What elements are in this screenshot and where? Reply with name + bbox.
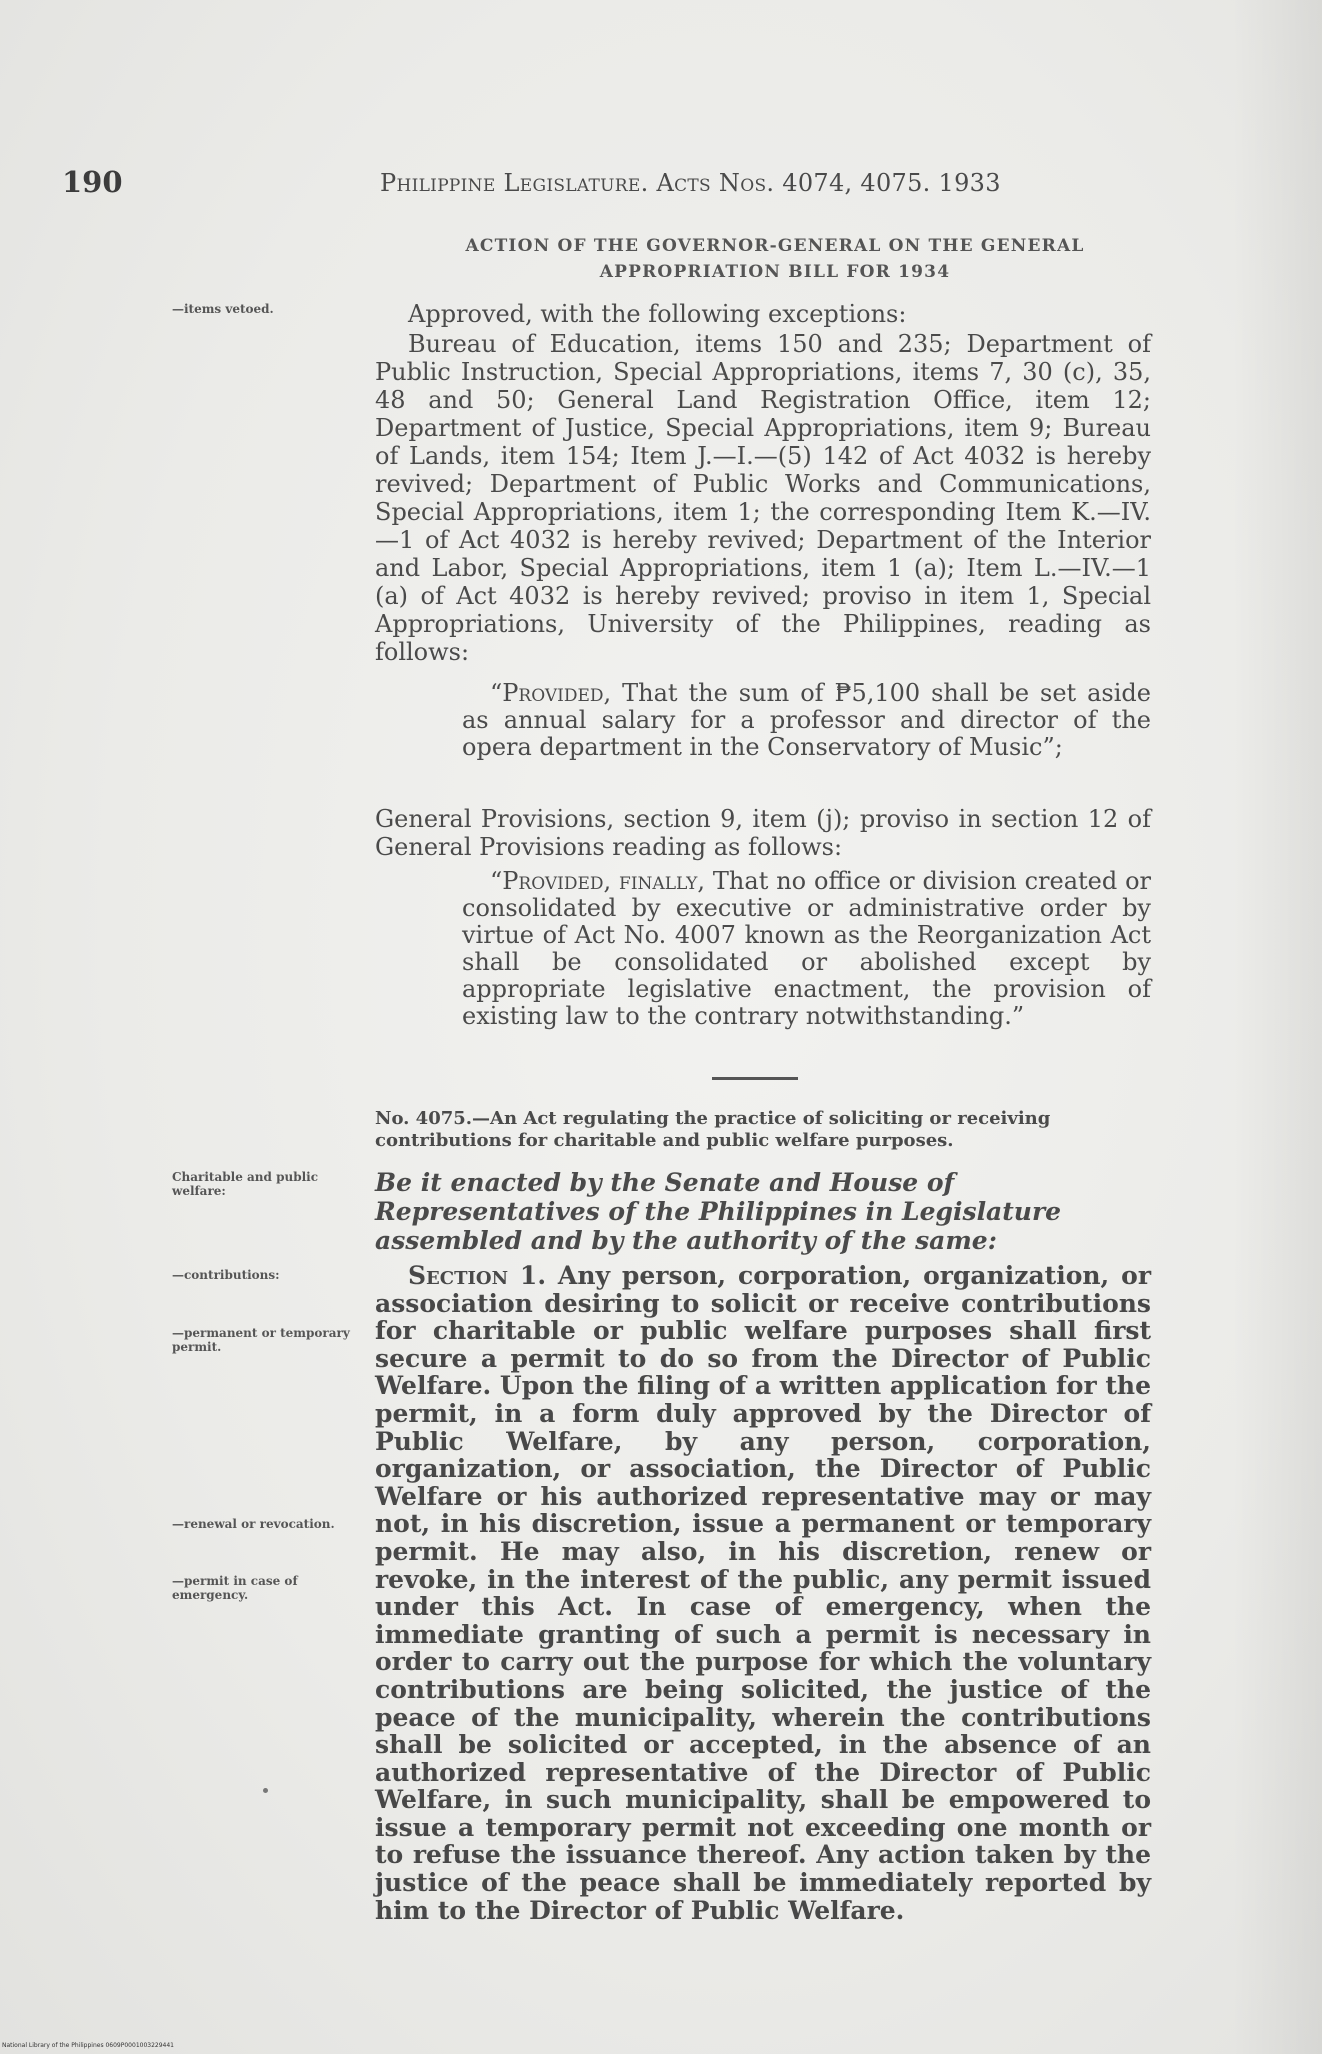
proviso-quote-1: [462, 680, 1151, 761]
section-heading-line-2: APPROPRIATION BILL FOR 1934: [599, 262, 951, 282]
margin-note-permit: —permanent or temporary permit.: [172, 1326, 350, 1354]
page-header: [62, 165, 1137, 205]
margin-note-charitable: Charitable and public welfare:: [172, 1170, 319, 1198]
ink-speck: [263, 1788, 268, 1793]
margin-note-renewal: —renewal or revocation.: [172, 1517, 335, 1531]
page-number: 190: [62, 165, 123, 199]
margin-note-contributions: —contributions:: [172, 1268, 280, 1282]
section-heading: [380, 233, 1170, 285]
section-divider: [712, 1077, 798, 1080]
margin-note-items-vetoed: —items vetoed.: [172, 302, 274, 316]
section-1-text: Any person, corporation, organization, or association desiring to solicit or receive contributions for charitable or public welfare purposes shall first secure a permit to do so from the Director of Public Welfare. Upon the filing of a written application for the permit, in a form duly approved by the Director of Public Welfare, by any person, corporation, organization, or association, the Director of Public Welfare or his authorized representative may or may not, in his discretion, issue a permanent or temporary permit. He may also, in his discretion, renew or revoke, in the interest of the public, any permit issued under this Act. In case of emergency, when the immediate granting of such a permit is necessary in order to carry out the purpose for which the voluntary contributions are being solicited, the justice of the peace of the municipality, wherein the contributions shall be solicited or accepted, in the absence of an authorized representative of the Director of Public Welfare, in such municipality, shall be empowered to issue a temporary permit not exceeding one month or to refuse the issuance thereof. Any action taken by the justice of the peace shall be immediately reported by him to the Director of Public Welfare.: [375, 1261, 1151, 1925]
act-4075-title: No. 4075.—An Act regulating the practice of soliciting or receiving contributions for charitable and public welfare purposes.: [375, 1108, 1051, 1151]
enacting-clause: Be it enacted by the Senate and House of Representatives of the Philippines in Legislature assembled and by the authority of the same:: [375, 1168, 1062, 1255]
proviso-quote-2: [462, 868, 1151, 1030]
section-1-label: Section 1.: [408, 1261, 547, 1290]
veto-exceptions-paragraph: Bureau of Education, items 150 and 235; Department of Public Instruction, Special Appropriations, items 7, 30 (c), 35, 48 and 50; General Land Registration Office, item 12; Department of Justice, Special Appropriations, item 9; Bureau of Lands, item 154; Item J.—I.—(5) 142 of Act 4032 is hereby revived; Department of Public Works and Communications, Special Appropriations, item 1; the corresponding Item K.—IV.—1 of Act 4032 is hereby revived; Department of the Interior and Labor, Special Appropriations, item 1 (a); Item L.—IV.—1 (a) of Act 4032 is hereby revived; proviso in item 1, Special Appropriations, University of the Philippines, reading as follows:: [375, 330, 1151, 666]
running-head: Philippine Legislature. Acts Nos. 4074, 4075. 1933: [380, 169, 1001, 197]
proviso-1-lead: “Provided,: [490, 679, 612, 707]
proviso-2-lead: “Provided, finally,: [490, 867, 706, 895]
section-1-paragraph: [375, 1262, 1151, 1924]
library-footer-mark: National Library of the Philippines 0609P0001003229441: [2, 2042, 174, 2049]
proviso-2-text: That no office or division created or consolidated by executive or administrative order by virtue of Act No. 4007 known as the Reorganization Act shall be consolidated or abolished except by appropriate legislative enactment, the provision of existing law to the contrary notwithstanding.”: [462, 867, 1152, 1030]
margin-note-emergency: —permit in case of emergency.: [172, 1574, 298, 1602]
page-edge-shadow: [1232, 0, 1322, 2054]
general-provisions-paragraph: General Provisions, section 9, item (j); proviso in section 12 of General Provisions reading as follows:: [375, 805, 1151, 861]
proviso-1-text: That the sum of ₱5,100 shall be set aside as annual salary for a professor and director of the opera department in the Conservatory of Music”;: [462, 679, 1151, 761]
veto-intro: Approved, with the following exceptions:: [408, 300, 907, 328]
section-heading-line-1: ACTION OF THE GOVERNOR-GENERAL ON THE GENERAL: [465, 236, 1085, 256]
